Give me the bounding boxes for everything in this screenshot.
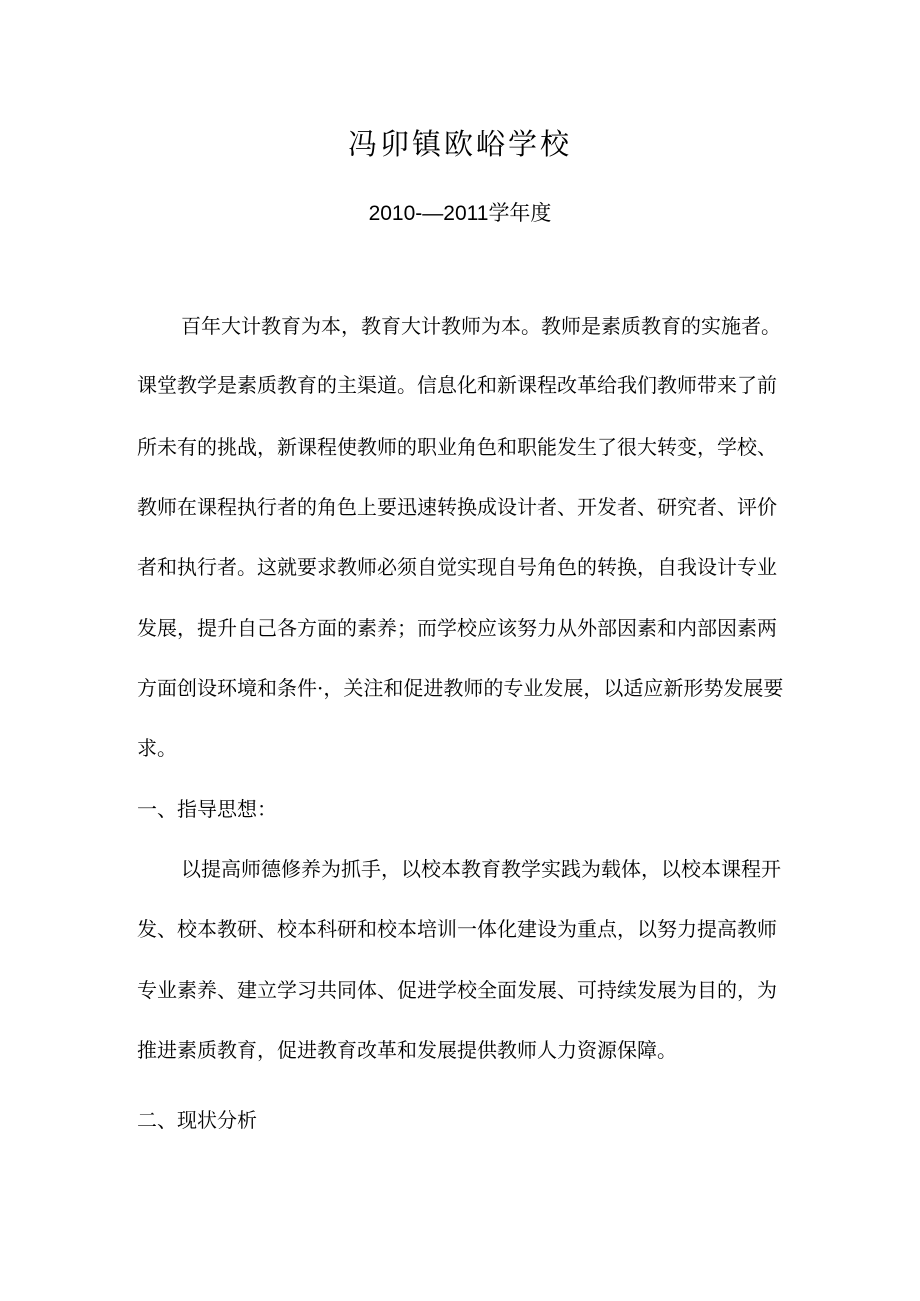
document-title: 冯卯镇欧峪学校 [347, 127, 572, 161]
section-heading-status-analysis: 二、现状分析 [137, 1108, 257, 1132]
school-year [0, 196, 920, 231]
guiding-ideology-line: 以提高师德修养为抓手，以校本教育教学实践为载体，以校本课程开 [181, 857, 781, 881]
intro-line: 课堂教学是素质教育的主渠道。信息化和新课程改革给我们教师带来了前 [137, 373, 777, 397]
guiding-ideology-line: 专业素养、建立学习共同体、促进学校全面发展、可持续发展为目的，为 [137, 978, 777, 1002]
intro-line: 发展，提升自己各方面的素养；而学校应该努力从外部因素和内部因素两 [137, 616, 777, 640]
school-year-suffix: 学年度 [488, 201, 552, 225]
guiding-ideology-line: 推进素质教育，促进教育改革和发展提供教师人力资源保障。 [137, 1038, 677, 1062]
intro-line: 教师在课程执行者的角色上要迅速转换成设计者、开发者、研究者、评价 [137, 495, 777, 519]
intro-line: 者和执行者。这就要求教师必须自觉实现自号角色的转换，自我设计专业 [137, 555, 777, 579]
intro-line: 百年大计教育为本，教育大计教师为本。教师是素质教育的实施者。 [181, 314, 781, 338]
intro-line: 方面创设环境和条件·，关注和促进教师的专业发展，以适应新形势发展要 [137, 676, 784, 700]
intro-line: 求。 [137, 736, 177, 760]
school-year-range: 2010-—2011 [368, 202, 489, 225]
guiding-ideology-line: 发、校本教研、校本科研和校本培训一体化建设为重点，以努力提高教师 [137, 917, 777, 941]
intro-line: 所未有的挑战，新课程使教师的职业角色和职能发生了很大转变，学校、 [137, 435, 777, 459]
section-heading-guiding-ideology: 一、指导思想： [137, 797, 277, 821]
